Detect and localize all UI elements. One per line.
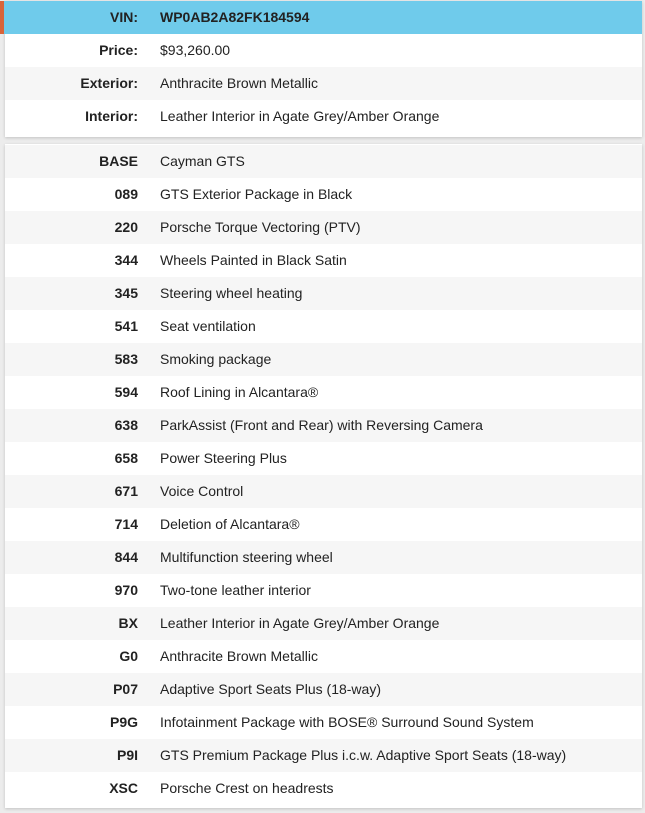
option-row <box>5 739 642 772</box>
interior-row <box>5 100 642 133</box>
option-row <box>5 178 642 211</box>
option-description: Deletion of Alcantara® <box>160 516 300 532</box>
option-code: 970 <box>114 582 138 598</box>
option-code: P9I <box>116 747 138 763</box>
option-description: Two-tone leather interior <box>160 582 311 598</box>
option-description: Power Steering Plus <box>160 450 287 466</box>
interior-value: Leather Interior in Agate Grey/Amber Orange <box>160 108 440 124</box>
option-description: Wheels Painted in Black Satin <box>160 252 347 268</box>
option-row <box>5 673 642 706</box>
option-row <box>5 475 642 508</box>
option-description: Seat ventilation <box>160 318 256 334</box>
option-row <box>5 772 642 805</box>
option-description: Porsche Crest on headrests <box>160 780 334 796</box>
option-row <box>5 574 642 607</box>
option-description: Leather Interior in Agate Grey/Amber Orange <box>160 615 440 631</box>
option-code: P9G <box>109 714 138 730</box>
option-code: 089 <box>114 186 138 202</box>
option-code: 594 <box>114 384 138 400</box>
vin-row <box>0 1 642 34</box>
exterior-row <box>5 67 642 100</box>
exterior-label: Exterior: <box>80 75 138 91</box>
option-row <box>5 343 642 376</box>
vehicle-summary-card <box>5 1 642 137</box>
option-row <box>5 541 642 574</box>
price-row <box>5 34 642 67</box>
option-code: 583 <box>114 351 138 367</box>
option-row <box>5 244 642 277</box>
option-row <box>5 211 642 244</box>
vin-label: VIN: <box>110 9 138 25</box>
option-description: Porsche Torque Vectoring (PTV) <box>160 219 361 235</box>
interior-label: Interior: <box>85 108 138 124</box>
option-code: BX <box>118 615 138 631</box>
option-description: GTS Premium Package Plus i.c.w. Adaptive Sport Seats (18-way) <box>160 747 567 763</box>
option-code: 345 <box>114 285 138 301</box>
option-row <box>5 277 642 310</box>
option-row <box>5 442 642 475</box>
option-row <box>5 145 642 178</box>
option-code: 844 <box>114 549 138 565</box>
option-description: Cayman GTS <box>160 153 245 169</box>
vin-value: WP0AB2A82FK184594 <box>160 9 310 25</box>
option-code: 638 <box>114 417 138 433</box>
option-code: G0 <box>119 648 138 664</box>
option-code: 220 <box>114 219 138 235</box>
option-code: 714 <box>114 516 138 532</box>
option-description: Steering wheel heating <box>160 285 303 301</box>
option-description: Voice Control <box>160 483 244 499</box>
option-row <box>5 640 642 673</box>
option-code: 671 <box>114 483 138 499</box>
price-value: $93,260.00 <box>160 42 231 58</box>
option-code: BASE <box>99 153 138 169</box>
option-code: 541 <box>114 318 138 334</box>
option-row <box>5 310 642 343</box>
option-description: GTS Exterior Package in Black <box>160 186 353 202</box>
option-row <box>5 409 642 442</box>
option-description: Roof Lining in Alcantara® <box>160 384 319 400</box>
option-description: Smoking package <box>160 351 272 367</box>
price-label: Price: <box>99 42 138 58</box>
option-description: Multifunction steering wheel <box>160 549 333 565</box>
option-description: Adaptive Sport Seats Plus (18-way) <box>160 681 381 697</box>
option-description: Infotainment Package with BOSE® Surround Sound System <box>160 714 534 730</box>
option-code: P07 <box>113 681 138 697</box>
option-row <box>5 376 642 409</box>
exterior-value: Anthracite Brown Metallic <box>160 75 318 91</box>
options-list-card <box>5 144 642 808</box>
option-row <box>5 508 642 541</box>
option-code: XSC <box>109 780 138 796</box>
option-row <box>5 607 642 640</box>
option-description: ParkAssist (Front and Rear) with Reversing Camera <box>160 417 483 433</box>
option-description: Anthracite Brown Metallic <box>160 648 318 664</box>
option-code: 344 <box>114 252 138 268</box>
option-row <box>5 706 642 739</box>
option-code: 658 <box>114 450 138 466</box>
